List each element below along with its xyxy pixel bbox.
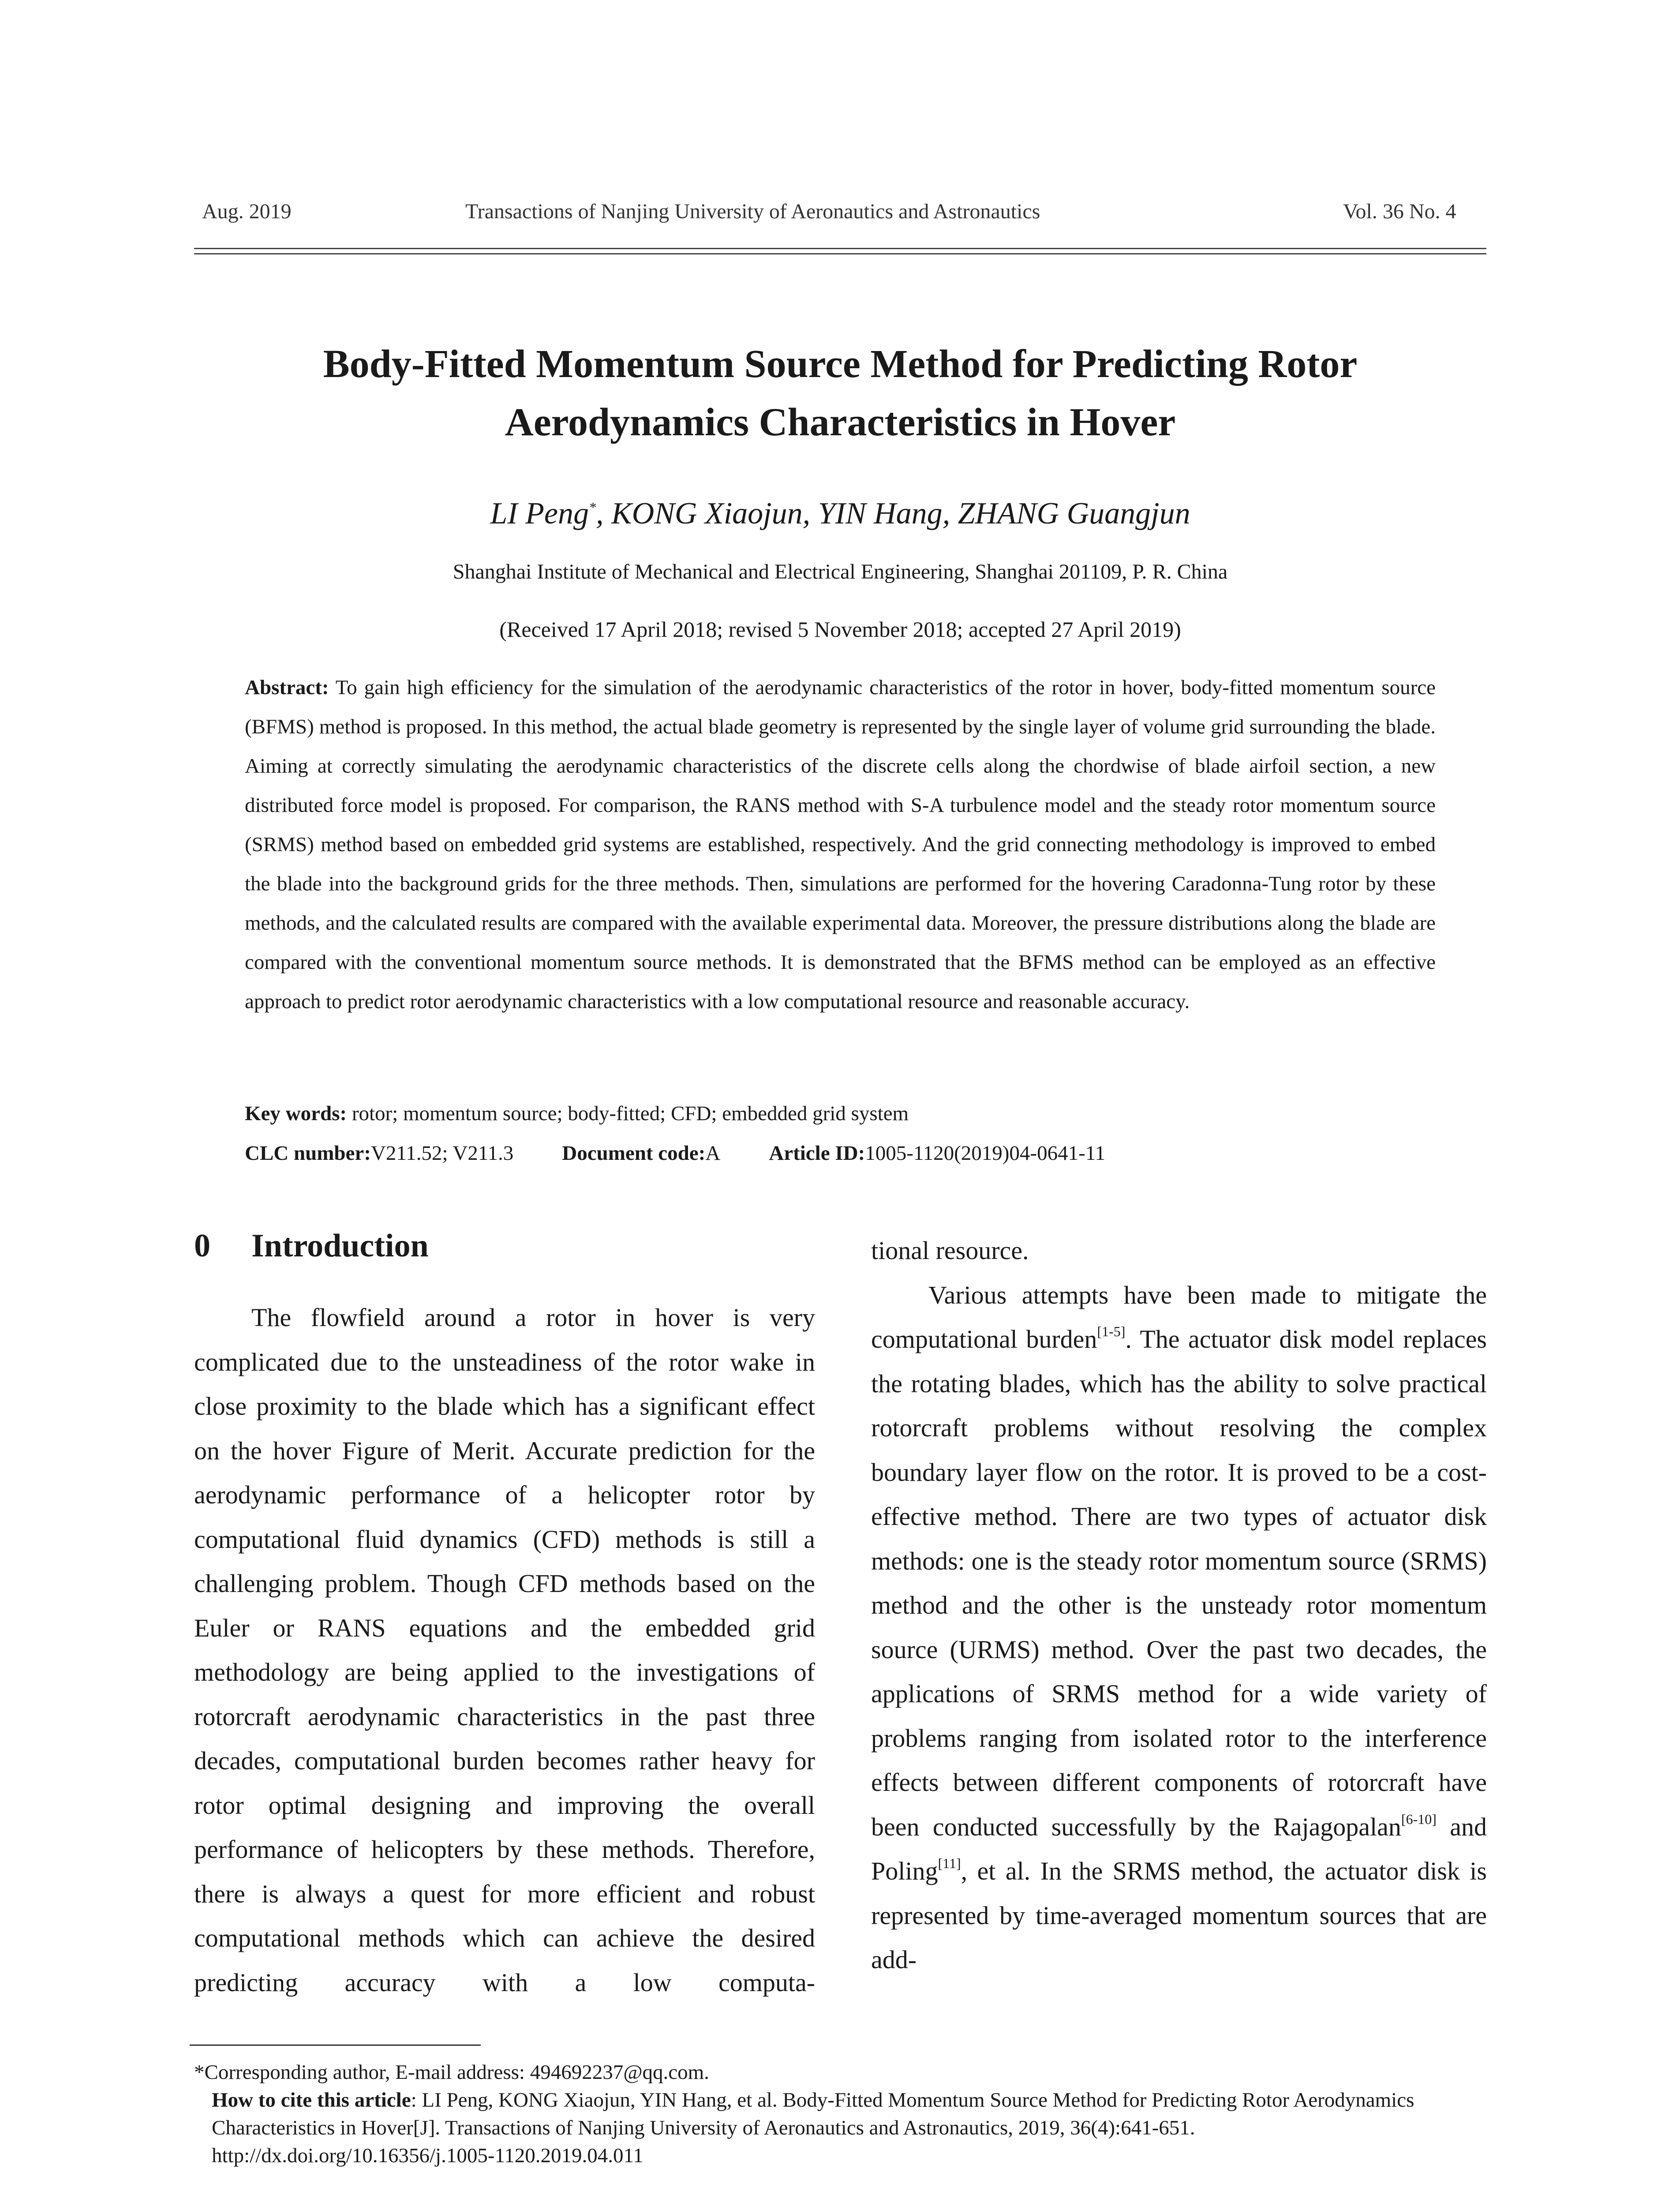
clc-label: CLC number:	[245, 1142, 371, 1165]
title-line-1: Body-Fitted Momentum Source Method for Predicting Rotor	[323, 342, 1358, 386]
doc-code-label: Document code:	[562, 1142, 706, 1165]
keywords	[245, 1097, 1436, 1130]
p2-part-a: Various attempts have been made to mitigate the computational burden	[871, 1280, 1487, 1353]
section-number: 0	[194, 1228, 210, 1264]
paper-title	[168, 335, 1513, 452]
p2-part-c: and Poling	[871, 1812, 1487, 1885]
footnote-rule	[190, 2044, 481, 2046]
abstract-text: To gain high efficiency for the simulation of the aerodynamic characteristics of the rotor in hover, body-fitted momentum source (BFMS) method is proposed. In this method, the actual blade geometry is represented by the single layer of volume grid surrounding the blade. Aiming at correctly simulating the aerodynamic characteristics of the discrete cells along the chordwise of blade airfoil section, a new distributed force model is proposed. For comparison, the RANS method with S-A turbulence model and the steady rotor momentum source (SRMS) method based on embedded grid systems are established, respectively. And the grid connecting methodology is improved to embed the blade into the background grids for the three methods. Then, simulations are performed for the hovering Caradonna-Tung rotor by these methods, and the calculated results are compared with the available experimental data. Moreover, the pressure distributions along the blade are compared with the conventional momentum source methods. It is demonstrated that the BFMS method can be employed as an effective approach to predict rotor aerodynamic characteristics with a low computational resource and reasonable accuracy.	[245, 676, 1436, 1013]
clc-value: V211.52; V211.3	[370, 1142, 514, 1165]
header-rule-bottom	[194, 253, 1486, 254]
header-rule-top	[194, 248, 1486, 249]
section-title: Introduction	[251, 1228, 429, 1264]
abstract	[245, 668, 1436, 1021]
doc-code-value: A	[705, 1142, 721, 1165]
title-line-2: Aerodynamics Characteristics in Hover	[505, 400, 1176, 444]
left-column	[194, 1296, 815, 2005]
cite-label: How to cite this article	[212, 2089, 411, 2112]
author-list	[168, 494, 1513, 534]
first-author: LI Peng	[490, 497, 589, 531]
other-authors: , KONG Xiaojun, YIN Hang, ZHANG Guangjun	[595, 497, 1190, 531]
citation-ref: [11]	[938, 1855, 961, 1871]
doi-link[interactable]: http://dx.doi.org/10.16356/j.1005-1120.2019.04.011	[212, 2144, 644, 2167]
abstract-label: Abstract:	[245, 676, 329, 699]
header-date: Aug. 2019	[202, 200, 292, 223]
header-volume: Vol. 36 No. 4	[1343, 200, 1456, 223]
article-id-label: Article ID:	[769, 1142, 865, 1165]
corresponding-mark: *	[588, 499, 596, 515]
right-column	[871, 1229, 1487, 1982]
header-journal: Transactions of Nanjing University of Aeronautics and Astronautics	[465, 200, 1040, 223]
p2-part-b: . The actuator disk model replaces the rotating blades, which has the ability to solve practical rotorcraft problems without resolving the complex boundary layer flow on the rotor. It is proved to be a cost-effective method. There are two types of actuator disk methods: one is the steady rotor momentum source (SRMS) method and the other is the unsteady rotor momentum source (URMS) method. Over the past two decades, the applications of SRMS method for a wide variety of problems ranging from isolated rotor to the interference effects between different components of rotorcraft have been conducted successfully by the Rajagopalan	[871, 1325, 1487, 1841]
intro-paragraph-2	[871, 1273, 1487, 1982]
citation-ref: [6-10]	[1401, 1811, 1437, 1827]
received-dates: (Received 17 April 2018; revised 5 November 2018; accepted 27 April 2019)	[499, 617, 1181, 642]
p2-part-d: , et al. In the SRMS method, the actuator disk is represented by time-averaged momentum sources that are add-	[871, 1857, 1487, 1974]
citation-ref: [1-5]	[1097, 1323, 1126, 1339]
keywords-text: rotor; momentum source; body-fitted; CFD; embedded grid system	[352, 1102, 909, 1125]
article-id-value: 1005-1120(2019)04-0641-11	[865, 1142, 1105, 1165]
keywords-label: Key words:	[245, 1102, 347, 1125]
intro-paragraph-1: The flowfield around a rotor in hover is very complicated due to the unsteadiness of the rotor wake in close proximity to the blade which has a significant effect on the hover Figure of Merit. Accurate prediction for the aerodynamic performance of a helicopter rotor by computational fluid dynamics (CFD) methods is still a challenging problem. Though CFD methods based on the Euler or RANS equations and the embedded grid methodology are being applied to the investigations of rotorcraft aerodynamic characteristics in the past three decades, computational burden becomes rather heavy for rotor optimal designing and improving the overall performance of helicopters by these methods. Therefore, there is always a quest for more efficient and robust computational methods which can achieve the desired predicting accuracy with a low computa-	[194, 1303, 815, 1997]
footnotes	[194, 2059, 1486, 2170]
citation-note	[194, 2086, 1486, 2142]
cite-text: : LI Peng, KONG Xiaojun, YIN Hang, et al. Body-Fitted Momentum Source Method for Predicting Rotor Aerodynamics Characteristics in Hover[J]. Transactions of Nanjing University of Aeronautics and Astronautics, 2019, 36(4):641-651.	[212, 2089, 1414, 2139]
intro-continuation: tional resource.	[871, 1236, 1029, 1265]
classification-line	[245, 1137, 1436, 1170]
affiliation: Shanghai Institute of Mechanical and Electrical Engineering, Shanghai 201109, P. R. China	[453, 560, 1228, 583]
corresponding-author-note: *Corresponding author, E-mail address: 494692237@qq.com.	[194, 2061, 709, 2084]
